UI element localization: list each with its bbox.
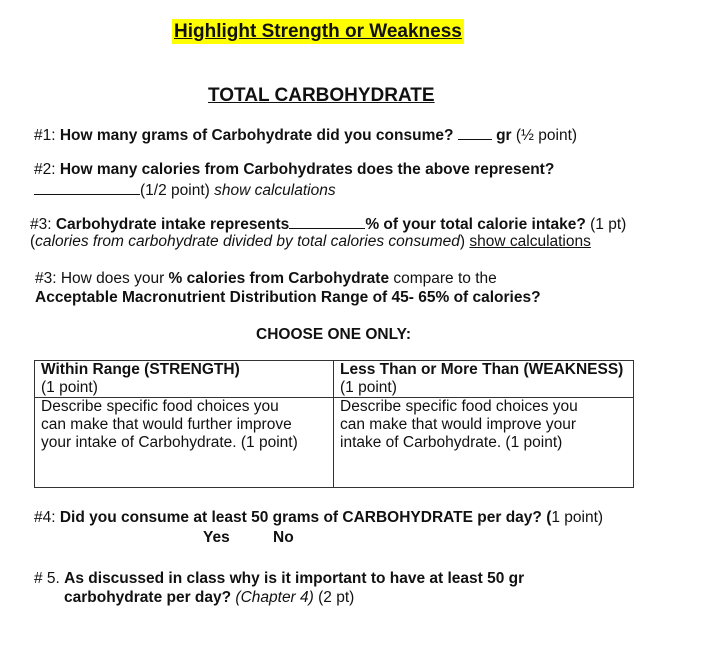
question-3a-answer-blank[interactable]	[289, 214, 365, 229]
section-title: TOTAL CARBOHYDRATE	[208, 85, 435, 106]
question-3b-line-2: Acceptable Macronutrient Distribution Range of 45- 65% of calories?	[35, 289, 541, 306]
question-3b-text: compare to the	[389, 270, 497, 287]
strength-header-cell[interactable]	[35, 361, 334, 398]
question-1-points: (½ point)	[511, 127, 578, 144]
no-option[interactable]: No	[273, 529, 294, 546]
strength-answer-cell[interactable]	[35, 398, 334, 488]
question-3a	[30, 214, 626, 234]
question-3a-note-open: (	[30, 233, 36, 250]
strength-line: your intake of Carbohydrate. (1 point)	[41, 434, 298, 451]
question-3b-bold-text: % calories from Carbohydrate	[168, 270, 390, 287]
question-5-text: As discussed in class why is it important to have at least 50 gr	[64, 570, 525, 587]
question-2-show-calculations: show calculations	[214, 182, 336, 199]
question-4-text: Did you consume at least 50 grams of CARBOHYDRATE per day? (	[59, 509, 552, 526]
question-3b	[35, 270, 497, 288]
strength-points: (1 point)	[41, 379, 98, 396]
question-2-answer-blank[interactable]	[34, 180, 140, 195]
weakness-header-cell[interactable]	[334, 361, 634, 398]
question-5-line-2	[64, 589, 354, 607]
question-1-text: How many grams of Carbohydrate did you consume?	[59, 127, 458, 144]
question-2-label: How many calories from Carbohydrates does the above represent?	[59, 161, 555, 178]
question-2-number: #2:	[34, 161, 60, 178]
weakness-line: can make that would improve your	[340, 416, 577, 433]
question-3a-number: #3:	[30, 216, 56, 233]
question-4	[34, 509, 603, 527]
question-3a-points: (1 pt)	[585, 216, 627, 233]
question-1-unit: gr	[491, 127, 512, 144]
weakness-points: (1 point)	[340, 379, 397, 396]
question-4-number: #4:	[34, 509, 60, 526]
question-3a-note-text: calories from carbohydrate divided by total calories consumed	[35, 233, 460, 250]
question-4-points: 1 point)	[551, 509, 604, 526]
question-5	[34, 570, 524, 588]
strength-line: can make that would further improve	[41, 416, 292, 433]
choose-one-label: CHOOSE ONE ONLY:	[256, 326, 412, 343]
question-3a-text: Carbohydrate intake represents	[55, 216, 290, 233]
weakness-header: Less Than or More Than (WEAKNESS)	[340, 361, 624, 378]
strength-line: Describe specific food choices you	[41, 398, 279, 415]
page-heading: Highlight Strength or Weakness	[174, 21, 462, 42]
question-1	[34, 125, 577, 145]
weakness-answer-cell[interactable]	[334, 398, 634, 488]
question-2-text	[34, 161, 554, 179]
question-5-points: (2 pt)	[313, 589, 355, 606]
question-3a-show-calculations: show calculations	[469, 233, 591, 250]
question-3a-note	[30, 233, 591, 251]
choice-table	[34, 360, 634, 488]
question-3b-number: #3: How does your	[35, 270, 169, 287]
question-2-answer-line	[34, 180, 336, 200]
question-2-points: (1/2 point)	[140, 182, 215, 199]
question-5-text-2: carbohydrate per day?	[64, 589, 232, 606]
question-3a-note-close: )	[459, 233, 470, 250]
question-5-number: # 5.	[34, 570, 65, 587]
question-3a-text-2: % of your total calorie intake?	[365, 216, 586, 233]
strength-header: Within Range (STRENGTH)	[41, 361, 240, 378]
weakness-line: intake of Carbohydrate. (1 point)	[340, 434, 563, 451]
question-1-answer-blank[interactable]	[458, 125, 492, 140]
weakness-line: Describe specific food choices you	[340, 398, 578, 415]
yes-option[interactable]: Yes	[203, 529, 230, 546]
question-1-number: #1:	[34, 127, 60, 144]
question-5-chapter: (Chapter 4)	[231, 589, 314, 606]
